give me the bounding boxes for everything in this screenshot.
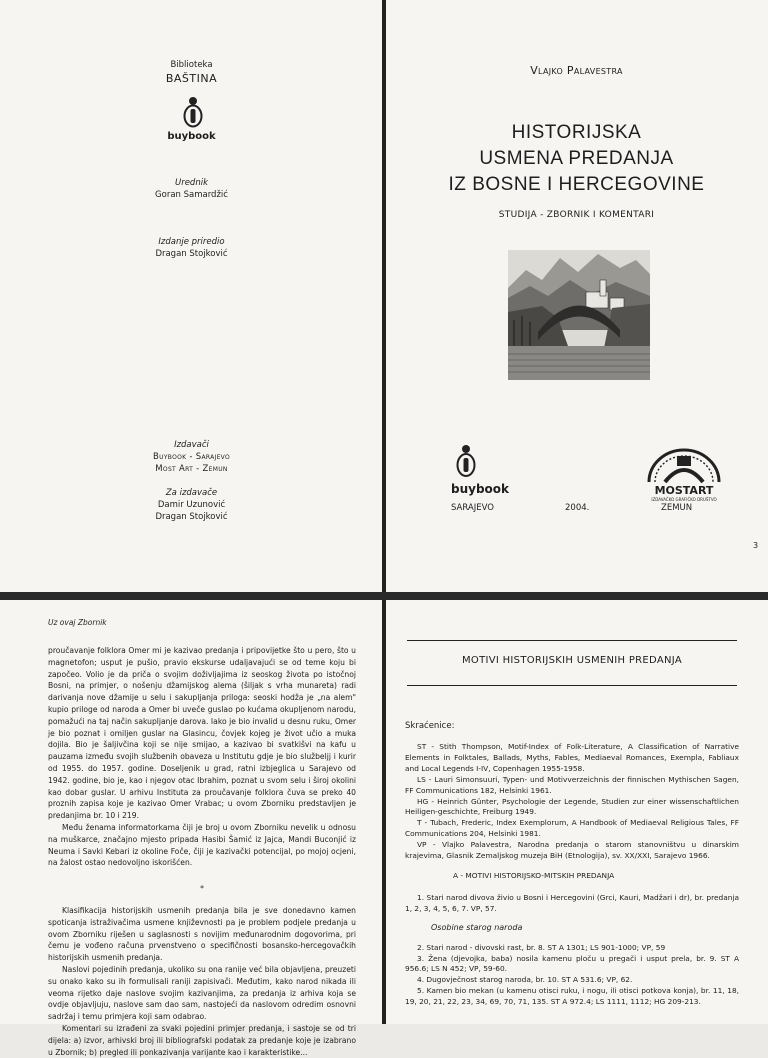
abbrev-ls: LS - Lauri Simonsuuri, Typen- und Motivverzeichnis der finnischen Mythischen Sagen, FF Communications 182, Helsinki 1961. <box>405 774 739 795</box>
chapter-rule-top <box>407 640 737 641</box>
paragraph-1: proučavanje folklora Omer mi je kazivao predanja i pripovijetke što u pero, što u magnetofon; usput je pušio, pravio ekskurse udaljavajući se od teme koju bi započeo. Volio je da priča o svojim doživljajima iz seoskog života po istočnoj Bosni, na primjer, o nošenju džamijskog alema (šiljak s vrha munareta) radi darivanja nove džamije u selu i sakupljanja priloga: seoski hodža je „na alem" kupio priloge od naroda a Omer bi uveče guslao po kućama okupljenom narodu, pomažući na taj način sakupljanje darova. Iako je bio invalid u desnu ruku, Omer je bio poznat i omiljen guslar na Glasincu, čovjek kojeg je život učio a muka dojila. Bio je šaljivčina koji se nije smijao, a kazivao bi svatkišvi na kafu u pauzama između svojih službenih obaveza u Institutu gdje je bio službeljj i kurir od 1955. do 1957. godine. Doseljenik u grad, ratni izbjeglica u Sarajevo od 1942. godine, bio je, kao i njegov otac Ibrahim, poznat u svom selu i široj okolini kao dobar guslar. U arhivu Instituta za proučavanje folklora čuva se preko 40 proznih zapisa koje je kazivao Omer Vrabac; u ovom Zborniku predstavljen je predanjima br. 10 i 219. <box>48 646 356 821</box>
editor-role: Urednik <box>174 178 208 188</box>
abbrev-vp: VP - Vlajko Palavestra, Narodna predanja o starom stanovništvu u dinarskim krajevima, Glasnik Zemaljskog muzeja BiH (Etnologija), sv. XX/XXI, Sarajevo 1966. <box>405 840 739 861</box>
chapter-title: MOTIVI HISTORIJSKIH USMENIH PREDANJA <box>461 655 683 666</box>
paragraph-5: Komentari su izrađeni za svaki pojedini primjer predanja, i sastoje se od tri dijela: a) izvor, arhivski broj ili bibliografski podatak za predanje koje je izabrano u Zbornik; b) pregled ili ponkazivanja varijante kao i karakteristike... <box>48 1023 356 1057</box>
body-text-block <box>48 645 356 1058</box>
for-publisher-2: Dragan Stojković <box>155 512 228 522</box>
title-line-2: USMENA PREDANJA <box>479 148 674 169</box>
page-top-right <box>385 0 768 592</box>
publication-year: 2004. <box>565 503 590 513</box>
book-title <box>385 120 768 198</box>
buybook-logo-icon-2 <box>455 444 477 478</box>
running-head: Uz ovaj Zbornik <box>48 618 107 627</box>
abbreviations-label: Skraćenice: <box>405 721 455 731</box>
book-subtitle: STUDIJA - ZBORNIK I KOMENTARI <box>498 210 655 220</box>
mostart-logo-small: IZDAVAČKO GRAFIČKO DRUŠTVO <box>651 497 717 502</box>
spine-top <box>382 0 386 592</box>
edition-name: Dragan Stojković <box>155 249 228 259</box>
edition-role: Izdanje priredio <box>158 237 225 247</box>
buybook-logo-text: buybook <box>167 131 216 142</box>
mostart-logo-text: MOSTART <box>654 484 714 497</box>
abbrev-hg: HG - Heinrich Günter, Psychologie der Legende, Studien zur einer wissenschaftlichen Heiligen-geschichte, Freiburg 1949. <box>405 796 739 817</box>
subsection-heading: Osobine starog naroda <box>431 922 523 932</box>
item-4: 4. Dugovječnost starog naroda, br. 10. ST A 531.6; VP, 62. <box>417 975 633 985</box>
title-line-3: IZ BOSNE I HERCEGOVINE <box>448 174 705 195</box>
buybook-logo-text-2: buybook <box>451 482 510 496</box>
page-number: 3 <box>753 541 759 550</box>
mostar-bridge-engraving-image <box>508 250 650 380</box>
item-5: 5. Kamen bio mekan (u kamenu otisci ruku, i nogu, ili otisci potkova konja), br. 11, 18, 19, 20, 21, 22, 23, 34, 69, 70, 71, 135. ST A 972.4; LS 1111, 1112; HG 209-213. <box>405 986 739 1007</box>
library-series: Biblioteka <box>170 60 213 70</box>
library-name: BAŠTINA <box>165 72 218 85</box>
city-right: ZEMUN <box>661 503 693 513</box>
for-publisher-1: Damir Uzunović <box>157 500 226 510</box>
paragraph-3: Klasifikacija historijskih usmenih predanja bila je sve donedavno kamen spoticanja istraživačima usmene književnosti pa je problem podjele predanja u ovom Zborniku riješen u saglasnosti s novijim međunarodnim dogovorima, pri čemu je vođeno računa prvenstveno o specifičnosti bosansko-hercegovačkih historijskih usmenih predanja. <box>48 905 356 963</box>
abbreviations-list <box>405 742 739 1008</box>
chapter-rule-bottom <box>407 685 737 686</box>
for-publisher-role: Za izdavače <box>165 488 218 498</box>
section-a-heading: A - MOTIVI HISTORIJSKO-MITSKIH PREDANJA <box>453 870 615 880</box>
publisher-2: Most Art - Zemun <box>155 464 228 474</box>
spine-bottom <box>382 600 386 1024</box>
paragraph-2: Među ženama informatorkama čiji je broj u ovom Zborniku nevelik u odnosu na muškarce, značajno mjesto pripada Hasibi Šamić iz Jajca, Mandi Buconjić iz Neuma i Savki Kebari iz okoline Foče, čiji je kazivački potencijal, po mojoj ocjeni, na žalost ostao nedovoljno iskorišćen. <box>48 822 356 868</box>
separator-asterisk: * <box>200 884 204 894</box>
mostart-logo-icon <box>647 446 721 484</box>
publisher-1: Buybook - Sarajevo <box>153 452 230 462</box>
author-name: Vlajko Palavestra <box>530 64 623 77</box>
buybook-logo-icon <box>182 96 204 128</box>
item-1: 1. Stari narod divova živio u Bosni i Hercegovini (Grci, Kauri, Madžari i dr), br. predanja 1, 2, 3, 4, 5, 6, 7. VP, 57. <box>405 892 739 913</box>
page-bottom-right <box>385 600 768 1024</box>
city-left: SARAJEVO <box>451 503 494 513</box>
title-line-1: HISTORIJSKA <box>511 122 642 143</box>
item-3: 3. Žena (djevojka, baba) nosila kamenu ploču u pregači i usput prela, br. 9. ST A 956.6; LS N 452; VP, 59-60. <box>405 953 739 974</box>
page-divider <box>0 592 768 600</box>
abbrev-t: T - Tubach, Frederic, Index Exemplorum, A Handbook of Mediaeval Religious Tales, FF Communications 204, Helsinki 1981. <box>405 818 739 839</box>
page-bottom-left <box>0 600 383 1057</box>
editor-name: Goran Samardžić <box>155 190 228 200</box>
page-top-left <box>0 0 383 592</box>
publishers-role: Izdavači <box>174 440 209 450</box>
abbrev-st: ST - Stith Thompson, Motif-Index of Folk-Literature, A Classification of Narrative Elements in Folktales, Ballads, Myths, Fables, Mediaeval Romances, Exempla, Fabliaux and Local Legends I-IV, Copenhagen 1955-1958. <box>405 742 739 773</box>
item-2: 2. Stari narod - divovski rast, br. 8. ST A 1301; LS 901-1000; VP, 59 <box>417 942 666 952</box>
paragraph-4: Naslovi pojedinih predanja, ukoliko su ona ranije već bila objavljena, preuzeti su onako kako su ih formulisali raniji zapisivači. Međutim, kako narod nikada ili veoma rijetko daje naslove svojim kazivanjima, za predanja iz arhiva koja se ovdje objavljuju, naslove sam dao sam, nastojeći da naslovom odredim osnovni sadržaj i temu primjera koji sam odabrao. <box>48 964 356 1022</box>
